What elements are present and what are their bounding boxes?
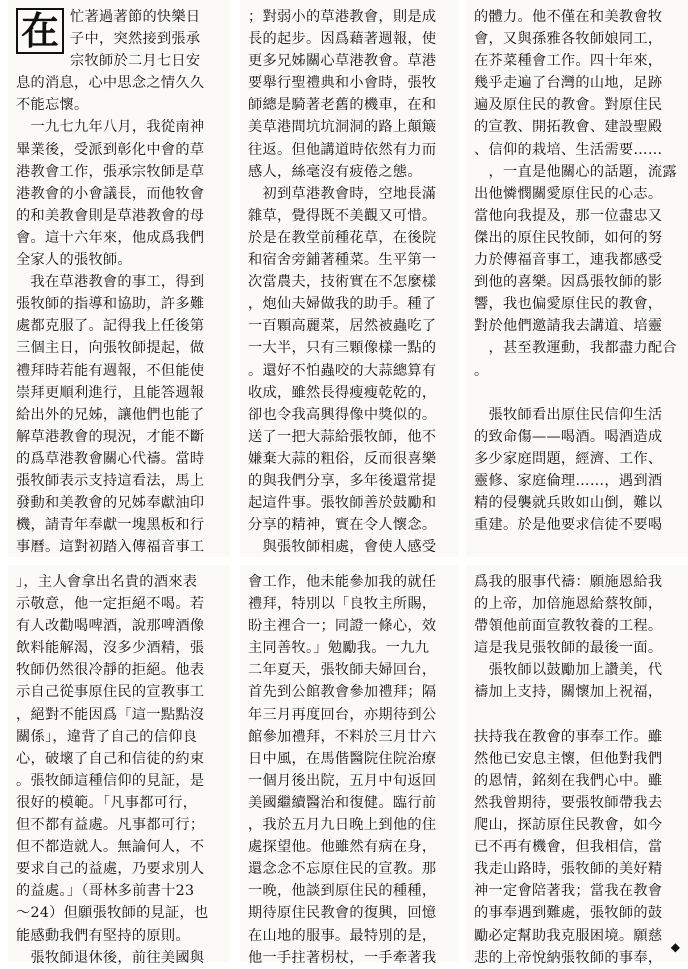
text-line: 一百顆高麗菜，居然被蟲吃了	[248, 318, 437, 335]
text-line: 崇拜更順利進行，且能答週報	[16, 384, 205, 401]
text-line: 息的消息，心中思念之情久久	[16, 75, 205, 92]
fold-divider	[0, 557, 688, 565]
text-line: 解草港教會的現況，才能不斷	[16, 428, 205, 445]
text-line: ，我於五月九日晚上到他的住	[248, 817, 437, 834]
text-line: 的益處。」（哥林多前書十23	[16, 883, 195, 900]
text-line: 傑出的原住民牧師，如何的努	[474, 229, 663, 246]
column-2-bottom	[240, 565, 458, 966]
text-line: 張牧師的指導和協助，許多難	[16, 296, 205, 313]
text-line: 。張牧師這種信仰的見証，是	[16, 772, 205, 789]
text-line: 處都克服了。記得我上任後第	[16, 318, 205, 335]
paragraph-lines	[466, 0, 688, 536]
column-3-top	[466, 0, 688, 557]
text-line: 於是在教堂前種花草，在後院	[248, 229, 437, 246]
text-line: 張牧師看出原住民信仰生活	[474, 406, 663, 423]
text-line: 美國繼續醫治和復健。臨行前	[248, 794, 437, 811]
text-line: 有人改勸喝啤酒，說那啤酒像	[16, 618, 205, 635]
text-line: 事曆。這對初踏入傳福音事工	[16, 539, 205, 556]
paragraph-lines	[16, 72, 224, 580]
text-line: 。	[474, 362, 489, 379]
text-line: 〜24）但願張牧師的見証，也	[16, 905, 209, 922]
text-line: 港教會工作，張承宗牧師是草	[16, 163, 205, 180]
text-line: 初到草港教會時，空地長滿	[248, 185, 437, 202]
text-line: 這是我見張牧師的最後一面。	[474, 640, 663, 657]
paragraph-lines	[240, 0, 458, 558]
text-line: 會，又與孫雅各牧師娘同工，	[474, 31, 663, 48]
text-line: 與張牧師相處，會使人感受	[248, 539, 437, 556]
text-line: 年三月再度回台，亦期待到公	[248, 706, 437, 723]
text-line: 力於傳福音事工，連我都感受	[474, 252, 663, 269]
text-line: 帶領他前面宣教牧養的工程。	[474, 618, 663, 635]
text-line: 已不再有機會，但我相信，當	[474, 839, 663, 856]
text-line: 處探望他。他雖然有病在身，	[248, 839, 437, 856]
text-line: 我在草港教會的事工，得到	[16, 274, 205, 291]
drop-cap: 在	[16, 8, 64, 54]
text-line: 能感動我們有堅持的原則。	[16, 927, 190, 944]
text-line: 要舉行聖禮典和小會時，張牧	[248, 75, 437, 92]
text-line: 張牧師以鼓勵加上讚美，代	[474, 662, 663, 679]
text-line	[474, 704, 682, 726]
text-line: 心，破壞了自己和信徒的約束	[16, 750, 205, 767]
text-line: 禮拜，特別以「良牧主所賜，	[248, 596, 437, 613]
text-line: 」，主人會拿出名貴的酒來表	[16, 574, 198, 590]
text-line: 和宿舍旁鋪著種菜。生平第一	[248, 252, 437, 269]
text-line: 不能忘懷。	[16, 97, 89, 114]
text-line: 響，我也偏愛原住民的教會，	[474, 296, 663, 313]
text-line: 幾乎走遍了台灣的山地，足跡	[474, 75, 663, 92]
paragraph-lines	[240, 565, 458, 969]
text-line: 會工作，他未能參加我的就任	[248, 574, 437, 590]
text-line: 收成，雖然長得瘦瘦乾乾的，	[248, 384, 437, 401]
text-line: 往返。但他講道時依然有力而	[248, 141, 437, 158]
text-line: 但不都造就人。無論何人，不	[16, 839, 205, 856]
text-line: 然他已安息主懷，但他對我們	[474, 750, 663, 767]
text-line: 的恩情，銘刻在我們心中。雖	[474, 772, 663, 789]
paragraph-lines	[8, 565, 230, 969]
text-line: 長的起步。因爲藉著週報，使	[248, 31, 437, 48]
text-line: 港教會的小會議長，而他牧會	[16, 185, 205, 202]
text-line: 關係」，違背了自己的信仰良	[16, 728, 198, 745]
text-line: 示自己從事原住民的宣教事工	[16, 684, 205, 701]
text-line: 扶持我在教會的事奉工作。雖	[474, 728, 663, 745]
text-line: 子中，突然接到張承	[70, 31, 201, 48]
text-line: 二年夏天，張牧師夫婦回台，	[248, 662, 437, 679]
text-line: 會。這十六年來，他成爲我們	[16, 229, 205, 246]
text-line: 當他向我提及，那一位盡忠又	[474, 207, 663, 224]
text-line: 但不都有益處。凡事都可行；	[16, 817, 205, 834]
text-line: 張牧師表示支持這看法，馬上	[16, 472, 205, 489]
text-line: 我走山路時，張牧師的美好精	[474, 861, 663, 878]
text-line: 一晚，他談到原住民的種種，	[248, 883, 437, 900]
text-line: 感人，絲毫沒有疲倦之態。	[248, 163, 422, 180]
text-line: 在山地的服事。最特別的是，	[248, 927, 437, 944]
text-line: 要求自己的益處，乃要求別人	[16, 861, 205, 878]
text-line: 雜草，覺得既不美觀又可惜。	[248, 207, 437, 224]
text-line: 多少家庭問題，經濟、工作、	[474, 450, 663, 467]
text-line: 。還好不怕蟲咬的大蒜總算有	[248, 362, 437, 379]
text-line: 嫌棄大蒜的粗俗，反而很喜樂	[248, 450, 437, 467]
text-line: 禮拜時若能有週報，不但能使	[16, 362, 205, 379]
text-line: 重建。於是他要求信徒不要喝	[474, 517, 663, 534]
text-line: 機，請青年奉獻一塊黑板和行	[16, 517, 205, 534]
text-line: 出他憐憫關愛原住民的心志。	[474, 185, 663, 202]
text-line: 送了一把大蒜給張牧師，他不	[248, 428, 437, 445]
text-line: 美草港間坑坑洞洞的路上顛簸	[248, 119, 437, 136]
text-line: ，一直是他關心的話題，流露	[474, 163, 677, 180]
text-line: 還念念不忘原住民的宣教。那	[248, 861, 437, 878]
text-line: 到他的喜樂。因爲張牧師的影	[474, 274, 663, 291]
text-line: 畢業後，受派到彰化中會的草	[16, 141, 205, 158]
end-mark: ◆	[670, 940, 680, 954]
text-line	[474, 382, 682, 404]
text-line: ，絕對不能因爲「這一點點沒	[16, 706, 205, 723]
text-line: 盼主裡合一；同證一條心，效	[248, 618, 437, 635]
text-line: 他一手拄著枴杖，一手牽著我	[248, 949, 437, 966]
text-line: 館參加禮拜，不料於三月廿六	[248, 728, 437, 745]
text-line: 一個月後出院，五月中旬返回	[248, 772, 437, 789]
text-line: 分享的精神，實在令人懷念。	[248, 517, 437, 534]
text-line: 更多兄姊關心草港教會。草港	[248, 53, 437, 70]
column-1-bottom	[8, 565, 230, 966]
text-line: 爲我的服事代禱：願施恩給我	[474, 574, 663, 590]
text-line: 對於他們邀請我去講道、培靈	[474, 318, 663, 335]
text-line: 的事奉遇到難處，張牧師的鼓	[474, 905, 663, 922]
text-line: 爬山，探訪原住民教會，如今	[474, 817, 663, 834]
text-line: 全家人的張牧師。	[16, 252, 132, 269]
text-line: 張牧師退休後，前往美國與	[16, 949, 205, 966]
text-line: 的宣教、開拓教會、建設聖殿	[474, 119, 663, 136]
text-line: 、信仰的栽培、生活需要……	[474, 141, 663, 158]
text-line: 遍及原住民的教會。對原住民	[474, 97, 663, 114]
text-line: ，炮仙夫婦做我的助手。種了	[248, 296, 437, 313]
text-line: 首先到公館教會參加禮拜；隔	[248, 684, 437, 701]
text-line: 的和美教會則是草港教會的母	[16, 207, 205, 224]
text-line: 很好的模範。「凡事都可行，	[16, 794, 198, 811]
text-line: 勵必定幫助我克服困境。願慈	[474, 927, 663, 944]
text-line: 忙著過著節的快樂日	[70, 9, 201, 25]
text-line: 三個主日，向張牧師提起，做	[16, 340, 205, 357]
text-line: 一九七九年八月，我從南神	[16, 119, 205, 136]
text-line: 示敬意，他一定拒絕不喝。若	[16, 596, 205, 613]
column-2-top	[240, 0, 458, 557]
text-line: 的爲草港教會關心代禱。當時	[16, 450, 205, 467]
text-line: 主同善牧。」勉勵我。一九九	[248, 640, 430, 657]
text-line: 卻也令我高興得像中獎似的。	[248, 406, 437, 423]
text-line: 次當農夫，技術實在不怎麼樣	[248, 274, 437, 291]
text-line: 神一定會陪著我；當我在教會	[474, 883, 663, 900]
column-3-bottom	[466, 565, 688, 966]
paragraph-lines	[466, 565, 688, 969]
text-line: 期待原住民教會的復興，回憶	[248, 905, 437, 922]
text-line: ；對弱小的草港教會，則是成	[248, 9, 437, 25]
text-line: 起這件事。張牧師善於鼓勵和	[248, 495, 437, 512]
text-line: 日中風，在馬偕醫院住院治療	[248, 750, 437, 767]
text-line: 靈修、家庭倫理……，遇到酒	[474, 472, 663, 489]
text-line: ，甚至教運動，我都盡力配合	[474, 340, 677, 357]
text-line: 的體力。他不僅在和美教會牧	[474, 9, 663, 25]
text-line: 的上帝，加倍施恩給蔡牧師，	[474, 596, 663, 613]
text-line: 的致命傷——喝酒。喝酒造成	[474, 428, 663, 445]
text-line: 禱加上支持，關懷加上祝福，	[474, 684, 663, 701]
text-line: 牧師仍然很冷靜的拒絕。他表	[16, 662, 205, 679]
text-line: 師總是騎著老舊的機車，在和	[248, 97, 437, 114]
text-line: 的與我們分享，多年後還常提	[248, 472, 437, 489]
text-line: 一大半，只有三顆像樣一點的	[248, 340, 437, 357]
column-1-top	[8, 0, 230, 557]
text-line: 然我曾期待，要張牧師帶我去	[474, 794, 663, 811]
text-line: 給出外的兄姊，讓他們也能了	[16, 406, 205, 423]
text-line: 飲料能解渴，沒多少酒精，張	[16, 640, 205, 657]
text-line: 悲的上帝悅納張牧師的事奉，	[474, 949, 663, 966]
text-line: 發動和美教會的兄姊奉獻油印	[16, 495, 205, 512]
text-line: 精的侵襲就兵敗如山倒，難以	[474, 495, 663, 512]
text-line: 宗牧師於二月七日安	[70, 53, 201, 70]
text-line: 在芥菜種會工作。四十年來，	[474, 53, 663, 70]
